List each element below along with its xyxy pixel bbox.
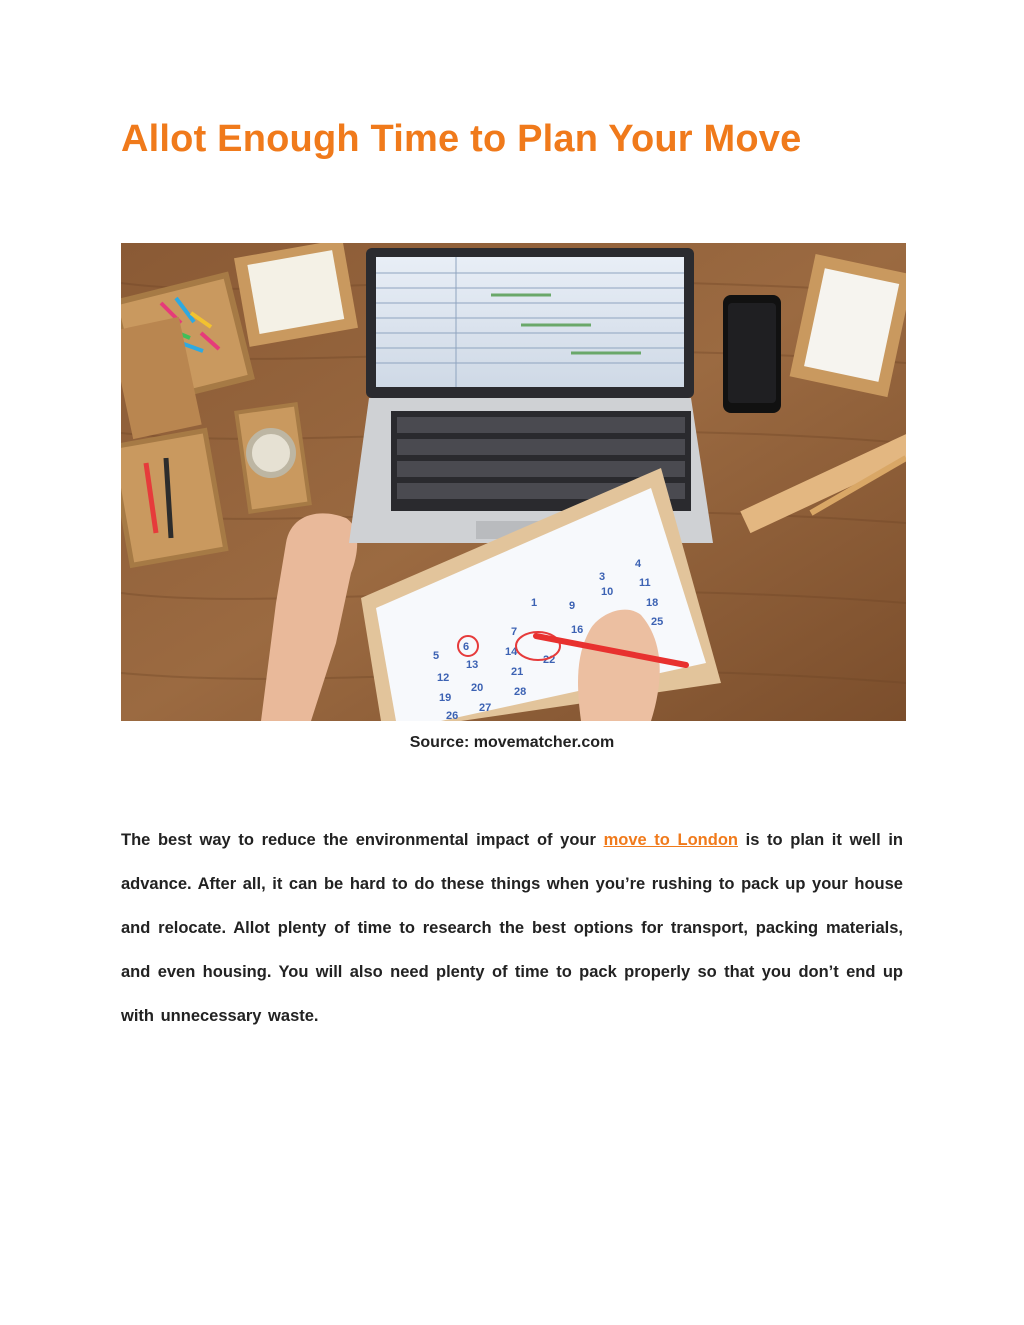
svg-text:26: 26 bbox=[446, 710, 459, 721]
svg-text:13: 13 bbox=[466, 659, 479, 671]
paragraph-text-after-link: is to plan it well in advance. After all, it can be hard to do these things when you’re rushing to pack up your house and relocate. Allot plenty of time to research the best options for transport, packing materials, and even housing. You will also need plenty of time to pack properly so that you don’t end up with unnecessary waste. bbox=[121, 831, 904, 1025]
image-caption: Source: movematcher.com bbox=[409, 734, 615, 751]
svg-text:22: 22 bbox=[543, 654, 556, 666]
svg-text:3: 3 bbox=[599, 571, 606, 583]
svg-text:6: 6 bbox=[463, 641, 470, 653]
svg-text:12: 12 bbox=[437, 672, 450, 684]
svg-text:18: 18 bbox=[646, 597, 659, 609]
desk-photo-illustration bbox=[121, 243, 906, 721]
svg-text:4: 4 bbox=[635, 558, 642, 570]
svg-text:1: 1 bbox=[531, 597, 538, 609]
svg-text:10: 10 bbox=[601, 586, 614, 598]
svg-text:5: 5 bbox=[433, 650, 440, 662]
desk-photo bbox=[121, 243, 906, 721]
svg-text:14: 14 bbox=[505, 646, 518, 658]
svg-text:16: 16 bbox=[571, 624, 584, 636]
body-paragraph bbox=[121, 818, 903, 1038]
svg-text:28: 28 bbox=[514, 686, 527, 698]
svg-text:7: 7 bbox=[511, 626, 518, 638]
svg-text:21: 21 bbox=[511, 666, 524, 678]
page-title: Allot Enough Time to Plan Your Move bbox=[121, 118, 802, 160]
move-to-london-link[interactable]: move to London bbox=[603, 831, 738, 849]
svg-text:9: 9 bbox=[569, 600, 576, 612]
svg-text:11: 11 bbox=[639, 577, 651, 589]
paragraph-text-before-link: The best way to reduce the environmental impact of your bbox=[121, 831, 604, 849]
svg-text:20: 20 bbox=[471, 682, 484, 694]
svg-text:19: 19 bbox=[439, 692, 452, 704]
svg-text:27: 27 bbox=[479, 702, 492, 714]
svg-text:25: 25 bbox=[651, 616, 664, 628]
